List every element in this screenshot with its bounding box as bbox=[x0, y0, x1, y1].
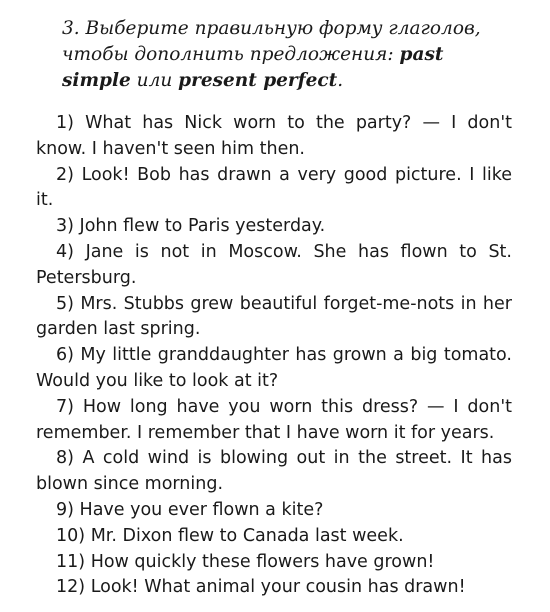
sentence-item bbox=[36, 343, 512, 395]
exercise-instruction bbox=[36, 16, 512, 94]
sentence-text: Mr. Dixon flew to Canada last week. bbox=[90, 525, 404, 546]
sentence-text: Have you ever flown a kite? bbox=[79, 499, 324, 520]
instruction-period: . bbox=[337, 70, 344, 91]
form-past-simple: past simple bbox=[62, 44, 444, 91]
sentence-text: Mrs. Stubbs grew beautiful forget-me-nots in her garden last spring. bbox=[36, 293, 512, 340]
sentence-number: 9) bbox=[56, 499, 74, 520]
sentence-text: Look! What animal your cousin has drawn! bbox=[90, 577, 466, 598]
sentence-text: How long have you worn this dress? — I don't remember. I remember that I have worn it for years. bbox=[36, 396, 512, 443]
sentence-item bbox=[36, 498, 512, 524]
sentence-number: 10) bbox=[56, 525, 86, 546]
sentence-number: 5) bbox=[56, 293, 74, 314]
sentence-item bbox=[36, 575, 512, 601]
sentence-item bbox=[36, 240, 512, 292]
sentence-text: Jane is not in Moscow. She has flown to St. Petersburg. bbox=[36, 241, 512, 288]
instruction-connector: или bbox=[136, 70, 173, 91]
exercise-number: 3. bbox=[62, 18, 80, 39]
sentence-text: A cold wind is blowing out in the street. It has blown since morning. bbox=[36, 448, 512, 495]
sentence-item bbox=[36, 292, 512, 344]
sentence-text: John flew to Paris yesterday. bbox=[79, 216, 326, 237]
sentence-number: 2) bbox=[56, 164, 74, 185]
sentence-text: How quickly these flowers have grown! bbox=[90, 551, 435, 572]
form-present-perfect: present perfect bbox=[178, 70, 338, 91]
sentence-item bbox=[36, 395, 512, 447]
sentence-item bbox=[36, 446, 512, 498]
sentence-number: 1) bbox=[56, 113, 74, 133]
sentence-number: 12) bbox=[56, 577, 86, 598]
instruction-text: Выберите правильную форму глаголов, чтобы дополнить предложения: bbox=[62, 18, 481, 65]
sentence-item bbox=[36, 550, 512, 576]
sentence-number: 3) bbox=[56, 216, 74, 237]
sentence-number: 4) bbox=[56, 241, 74, 262]
sentence-item bbox=[36, 524, 512, 550]
sentence-text: Look! Bob has drawn a very good picture. I like it. bbox=[36, 164, 512, 211]
sentence-number: 8) bbox=[56, 448, 74, 469]
textbook-page bbox=[36, 16, 512, 601]
sentence-item bbox=[36, 214, 512, 240]
sentence-list bbox=[36, 111, 512, 601]
sentence-item bbox=[36, 163, 512, 215]
sentence-number: 7) bbox=[56, 396, 74, 417]
sentence-text: My little granddaughter has grown a big tomato. Would you like to look at it? bbox=[36, 345, 512, 391]
sentence-item bbox=[36, 111, 512, 163]
sentence-text: What has Nick worn to the party? — I don't know. I haven't seen him then. bbox=[36, 113, 512, 159]
sentence-number: 6) bbox=[56, 345, 74, 366]
sentence-number: 11) bbox=[56, 551, 86, 572]
